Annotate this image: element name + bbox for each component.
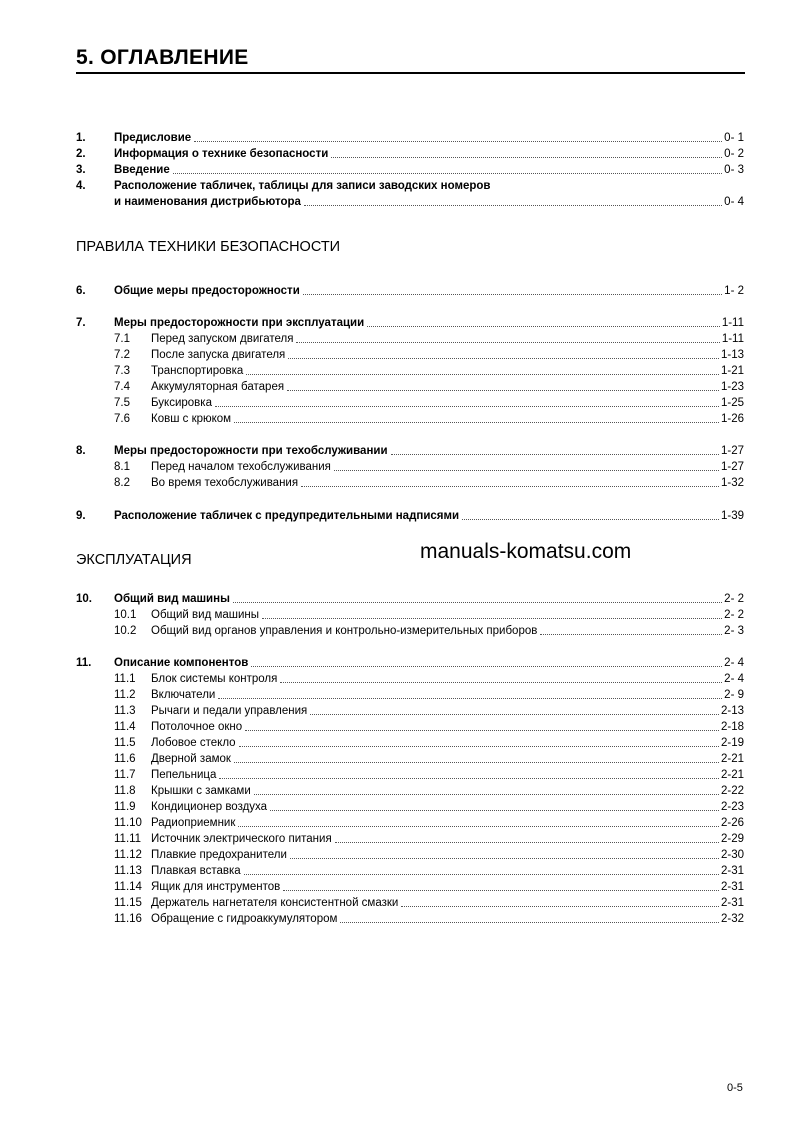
dot-leader: [194, 141, 722, 142]
entry-number: 7.: [76, 317, 86, 329]
dot-leader: [246, 374, 719, 375]
dot-leader: [401, 906, 719, 907]
dot-leader: [238, 826, 719, 827]
toc-entry-continuation: [76, 193, 744, 209]
entry-number: 11.: [76, 657, 92, 669]
toc-subentry[interactable]: [76, 862, 744, 878]
entry-title: Информация о технике безопасности: [114, 148, 329, 160]
entry-title: Меры предосторожности при техобслуживании: [114, 445, 388, 457]
dot-leader: [301, 486, 719, 487]
toc-subentry[interactable]: [76, 346, 744, 362]
entry-page: 2-26: [720, 817, 744, 829]
toc-subentry[interactable]: [76, 846, 744, 862]
title-rule: [76, 72, 745, 74]
toc-entry[interactable]: [76, 654, 744, 670]
dot-leader: [254, 794, 719, 795]
subentry-number: 11.10: [114, 817, 142, 829]
subentry-number: 11.15: [114, 897, 142, 909]
section-heading-operation: ЭКСПЛУАТАЦИЯ: [76, 552, 192, 568]
entry-title: Во время техобслуживания: [151, 477, 299, 489]
entry-title: Ковш с крюком: [151, 413, 232, 425]
entry-title: Введение: [114, 164, 170, 176]
entry-page: 1-23: [720, 381, 744, 393]
dot-leader: [340, 922, 719, 923]
entry-page: 1-25: [720, 397, 744, 409]
entry-number: 6.: [76, 285, 86, 297]
entry-title: Буксировка: [151, 397, 212, 409]
entry-title: Обращение с гидроаккумулятором: [151, 913, 338, 925]
toc-subentry[interactable]: [76, 894, 744, 910]
subentry-number: 11.14: [114, 881, 142, 893]
subentry-number: 7.2: [114, 349, 130, 361]
entry-page: 2-29: [720, 833, 744, 845]
toc-entry[interactable]: [76, 442, 744, 458]
entry-title: Расположение табличек с предупредительными надписями: [114, 510, 460, 522]
toc-subentry[interactable]: [76, 718, 744, 734]
subentry-number: 7.5: [114, 397, 130, 409]
page-number: 0-5: [727, 1082, 743, 1094]
entry-title: Ящик для инструментов: [151, 881, 281, 893]
dot-leader: [219, 778, 719, 779]
toc-entry[interactable]: [76, 282, 744, 298]
dot-leader: [367, 326, 720, 327]
dot-leader: [262, 618, 722, 619]
toc-subentry[interactable]: [76, 362, 744, 378]
entry-page: 1-32: [720, 477, 744, 489]
toc-subentry[interactable]: [76, 702, 744, 718]
dot-leader: [234, 422, 719, 423]
toc-group: [76, 654, 744, 926]
subentry-number: 11.4: [114, 721, 136, 733]
dot-leader: [462, 519, 719, 520]
entry-title: Плавкая вставка: [151, 865, 241, 877]
entry-number: 8.: [76, 445, 86, 457]
entry-page: 1-27: [720, 461, 744, 473]
dot-leader: [245, 730, 719, 731]
dot-leader: [290, 858, 719, 859]
toc-group: [76, 590, 744, 638]
entry-page: 2-31: [720, 881, 744, 893]
toc-subentry[interactable]: [76, 766, 744, 782]
subentry-number: 7.3: [114, 365, 130, 377]
entry-page: 2- 4: [724, 657, 744, 669]
dot-leader: [296, 342, 719, 343]
dot-leader: [540, 634, 722, 635]
toc-group: [76, 282, 744, 298]
entry-number: 4.: [76, 180, 86, 192]
entry-page: 2-31: [720, 897, 744, 909]
entry-title-continued: и наименования дистрибьютора: [114, 196, 301, 208]
entry-title: Кондиционер воздуха: [151, 801, 268, 813]
dot-leader: [304, 205, 722, 206]
entry-title: Блок системы контроля: [151, 673, 278, 685]
toc-subentry[interactable]: [76, 830, 744, 846]
toc-subentry[interactable]: [76, 378, 744, 394]
dot-leader: [310, 714, 719, 715]
subentry-number: 11.6: [114, 753, 136, 765]
entry-page: 1-13: [720, 349, 744, 361]
entry-page: 2-21: [720, 769, 744, 781]
dot-leader: [335, 842, 719, 843]
toc-entry[interactable]: [76, 161, 744, 177]
entry-page: 2-23: [720, 801, 744, 813]
entry-page: 2- 3: [724, 625, 744, 637]
entry-page: 2-32: [720, 913, 744, 925]
dot-leader: [303, 294, 722, 295]
entry-page: 0- 3: [724, 164, 744, 176]
toc-entry[interactable]: [76, 145, 744, 161]
entry-title: Радиоприемник: [151, 817, 236, 829]
entry-title: Держатель нагнетателя консистентной смазки: [151, 897, 399, 909]
toc-group: [76, 507, 744, 523]
toc-group: [76, 314, 744, 426]
dot-leader: [283, 890, 719, 891]
entry-number: 9.: [76, 510, 86, 522]
toc-subentry[interactable]: [76, 458, 744, 474]
dot-leader: [280, 682, 722, 683]
subentry-number: 11.7: [114, 769, 136, 781]
subentry-number: 8.2: [114, 477, 130, 489]
entry-page: 0- 4: [724, 196, 744, 208]
toc-subentry[interactable]: [76, 670, 744, 686]
toc-subentry[interactable]: [76, 606, 744, 622]
entry-page: 2-13: [720, 705, 744, 717]
dot-leader: [270, 810, 719, 811]
dot-leader: [334, 470, 719, 471]
toc-subentry[interactable]: [76, 474, 744, 490]
entry-title: Источник электрического питания: [151, 833, 332, 845]
toc-subentry[interactable]: [76, 782, 744, 798]
dot-leader: [173, 173, 722, 174]
entry-number: 10.: [76, 593, 92, 605]
toc-entry[interactable]: [76, 590, 744, 606]
dot-leader: [391, 454, 719, 455]
entry-title: Перед запуском двигателя: [151, 333, 294, 345]
entry-page: 2-19: [720, 737, 744, 749]
entry-number: 3.: [76, 164, 86, 176]
entry-title: Транспортировка: [151, 365, 244, 377]
subentry-number: 11.1: [114, 673, 136, 685]
toc-subentry[interactable]: [76, 622, 744, 638]
entry-page: 1-39: [720, 510, 744, 522]
subentry-number: 11.16: [114, 913, 142, 925]
entry-title: После запуска двигателя: [151, 349, 286, 361]
entry-number: 1.: [76, 132, 86, 144]
subentry-number: 11.3: [114, 705, 136, 717]
entry-title: Общий вид машины: [151, 609, 260, 621]
entry-title: Предисловие: [114, 132, 192, 144]
entry-page: 0- 1: [724, 132, 744, 144]
toc-entry[interactable]: [76, 129, 744, 145]
dot-leader: [244, 874, 719, 875]
toc-entry: [76, 177, 744, 193]
entry-title: Пепельница: [151, 769, 217, 781]
toc-subentry[interactable]: [76, 686, 744, 702]
entry-page: 1-21: [720, 365, 744, 377]
entry-page: 2- 2: [724, 593, 744, 605]
entry-page: 2- 9: [724, 689, 744, 701]
subentry-number: 11.12: [114, 849, 142, 861]
entry-title: Включатели: [151, 689, 216, 701]
toc-subentry[interactable]: [76, 814, 744, 830]
toc-subentry[interactable]: [76, 394, 744, 410]
entry-title: Рычаги и педали управления: [151, 705, 308, 717]
entry-title: Перед началом техобслуживания: [151, 461, 331, 473]
subentry-number: 11.13: [114, 865, 142, 877]
entry-page: 1-26: [720, 413, 744, 425]
subentry-number: 8.1: [114, 461, 130, 473]
subentry-number: 11.9: [114, 801, 136, 813]
entry-page: 1- 2: [724, 285, 744, 297]
entry-title: Плавкие предохранители: [151, 849, 287, 861]
entry-title: Лобовое стекло: [151, 737, 236, 749]
entry-title: Общий вид органов управления и контрольно-измерительных приборов: [151, 625, 538, 637]
entry-page: 2-21: [720, 753, 744, 765]
dot-leader: [287, 390, 719, 391]
toc-group: [76, 442, 744, 490]
entry-page: 1-11: [721, 317, 744, 329]
toc-subentry[interactable]: [76, 878, 744, 894]
entry-page: 2-22: [720, 785, 744, 797]
entry-page: 2-18: [720, 721, 744, 733]
dot-leader: [239, 746, 719, 747]
subentry-number: 11.8: [114, 785, 136, 797]
dot-leader: [331, 157, 722, 158]
entry-number: 2.: [76, 148, 86, 160]
toc-entry[interactable]: [76, 314, 744, 330]
entry-title: Меры предосторожности при эксплуатации: [114, 317, 365, 329]
entry-title: Описание компонентов: [114, 657, 249, 669]
entry-title: Дверной замок: [151, 753, 231, 765]
subentry-number: 10.2: [114, 625, 137, 637]
dot-leader: [288, 358, 719, 359]
subentry-number: 10.1: [114, 609, 137, 621]
entry-page: 2-31: [720, 865, 744, 877]
watermark: manuals-komatsu.com: [420, 540, 632, 563]
dot-leader: [251, 666, 722, 667]
dot-leader: [215, 406, 719, 407]
subentry-number: 11.11: [114, 833, 142, 845]
entry-page: 1-27: [720, 445, 744, 457]
section-heading-safety: ПРАВИЛА ТЕХНИКИ БЕЗОПАСНОСТИ: [76, 239, 341, 255]
toc-subentry[interactable]: [76, 798, 744, 814]
toc-subentry[interactable]: [76, 330, 744, 346]
dot-leader: [233, 602, 722, 603]
subentry-number: 7.4: [114, 381, 130, 393]
subentry-number: 7.6: [114, 413, 130, 425]
entry-title: Общие меры предосторожности: [114, 285, 300, 297]
entry-page: 2- 4: [724, 673, 744, 685]
entry-page: 0- 2: [724, 148, 744, 160]
entry-title: Крышки с замками: [151, 785, 251, 797]
dot-leader: [218, 698, 722, 699]
toc-group: [76, 129, 744, 209]
entry-title: Расположение табличек, таблицы для записи заводских номеров: [114, 180, 491, 192]
entry-page: 2-30: [720, 849, 744, 861]
subentry-number: 11.2: [114, 689, 136, 701]
page-title: 5. ОГЛАВЛЕНИЕ: [76, 46, 249, 69]
entry-title: Общий вид машины: [114, 593, 230, 605]
toc-subentry[interactable]: [76, 410, 744, 426]
entry-page: 1-11: [721, 333, 744, 345]
dot-leader: [234, 762, 719, 763]
entry-page: 2- 2: [724, 609, 744, 621]
toc-entry[interactable]: [76, 507, 744, 523]
toc-subentry[interactable]: [76, 910, 744, 926]
subentry-number: 11.5: [114, 737, 136, 749]
entry-title: Аккумуляторная батарея: [151, 381, 285, 393]
toc-subentry[interactable]: [76, 750, 744, 766]
toc-subentry[interactable]: [76, 734, 744, 750]
entry-title: Потолочное окно: [151, 721, 243, 733]
subentry-number: 7.1: [114, 333, 130, 345]
